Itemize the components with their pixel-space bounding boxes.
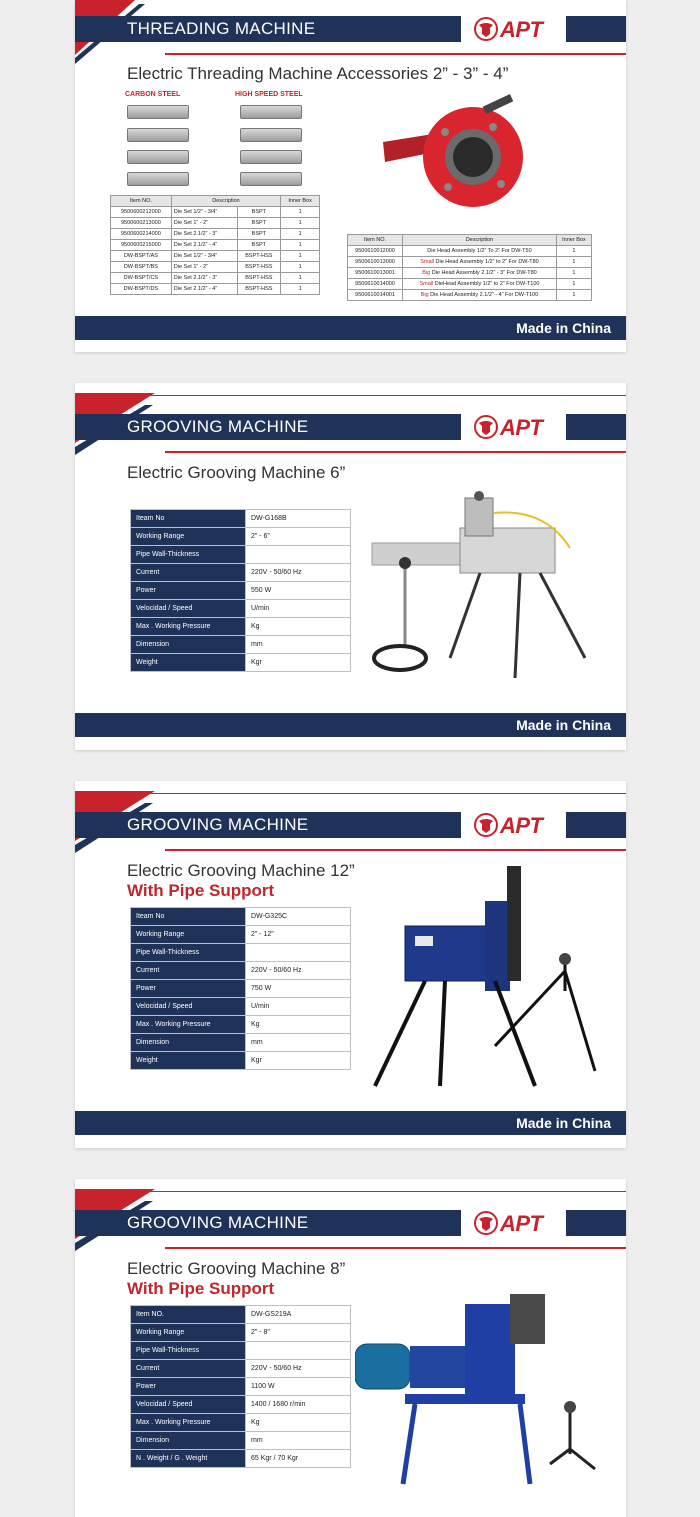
title-stripe bbox=[566, 414, 626, 440]
col-inner-box: Inner Box bbox=[556, 235, 591, 246]
table-row: N . Weight / G . Weight 65 Kgr / 70 Kgr bbox=[131, 1450, 351, 1468]
table-row: 9500600215000 Die Set 2.1/2” - 4” BSPT 1 bbox=[111, 240, 320, 251]
table-row: Iteam No DW-G168B bbox=[131, 510, 351, 528]
table-row: Current 220V - 50/60 Hz bbox=[131, 1360, 351, 1378]
slide-grooving-6 bbox=[75, 383, 626, 750]
col-description: Description bbox=[171, 196, 280, 207]
table-row: DW-BSPT/AS Die Set 1/2” - 3/4” BSPT-HSS 1 bbox=[111, 251, 320, 262]
table-row: 9500610013000 Small Die Head Assembly 1/2” to 2” For DW-T80 1 bbox=[348, 257, 592, 268]
bull-logo-icon bbox=[473, 1210, 499, 1236]
col-inner-box: Inner Box bbox=[281, 196, 320, 207]
table-row: 9500600214000 Die Set 2.1/2” - 3” BSPT 1 bbox=[111, 229, 320, 240]
grooving-machine-6-image bbox=[370, 488, 600, 688]
title-stripe bbox=[566, 812, 626, 838]
made-in-china-footer: Made in China bbox=[75, 316, 626, 340]
table-row: Dimension mm bbox=[131, 1034, 351, 1052]
made-in-china-footer: Made in China bbox=[75, 1111, 626, 1135]
table-row: Item NO. DW-GS219A bbox=[131, 1306, 351, 1324]
table-row: Iteam No DW-G325C bbox=[131, 908, 351, 926]
spec-table bbox=[130, 907, 351, 1070]
divider bbox=[165, 1247, 626, 1249]
grooving-machine-12-image bbox=[370, 861, 605, 1096]
page-subheading: With Pipe Support bbox=[127, 881, 275, 900]
table-row: Power 550 W bbox=[131, 582, 351, 600]
col-description: Description bbox=[403, 235, 557, 246]
table-row: Current 220V - 50/60 Hz bbox=[131, 962, 351, 980]
made-in-china-footer: Made in China bbox=[75, 713, 626, 737]
page-heading: Electric Grooving Machine 12” bbox=[127, 861, 355, 880]
table-row: Dimension mm bbox=[131, 636, 351, 654]
title-stripe bbox=[566, 1210, 626, 1236]
divider bbox=[145, 793, 626, 794]
bull-logo-icon bbox=[473, 414, 499, 440]
apt-logo: APT bbox=[473, 414, 557, 440]
table-row: Current 220V - 50/60 Hz bbox=[131, 564, 351, 582]
table-row: DW-BSPT/DS Die Set 2.1/2” - 4” BSPT-HSS 1 bbox=[111, 284, 320, 295]
spec-table bbox=[130, 1305, 351, 1468]
category-title: THREADING MACHINE bbox=[75, 16, 461, 42]
divider bbox=[145, 395, 626, 396]
divider bbox=[165, 53, 626, 55]
col-item-no: Item NO. bbox=[111, 196, 172, 207]
die-set-table bbox=[110, 195, 320, 295]
slide-threading-accessories bbox=[75, 0, 626, 352]
table-row: Pipe Wall-Thickness bbox=[131, 944, 351, 962]
table-row: Max . Working Pressure Kg bbox=[131, 618, 351, 636]
table-row: Pipe Wall-Thickness bbox=[131, 546, 351, 564]
divider bbox=[145, 1191, 626, 1192]
slide-grooving-8 bbox=[75, 1179, 626, 1517]
table-row: Max . Working Pressure Kg bbox=[131, 1414, 351, 1432]
table-row: Power 1100 W bbox=[131, 1378, 351, 1396]
slide-grooving-12 bbox=[75, 781, 626, 1148]
table-row: Velocidad / Speed U/min bbox=[131, 998, 351, 1016]
col-item-no: Item NO. bbox=[348, 235, 403, 246]
title-stripe bbox=[566, 16, 626, 42]
divider bbox=[165, 451, 626, 453]
table-row: Dimension mm bbox=[131, 1432, 351, 1450]
category-title: GROOVING MACHINE bbox=[75, 1210, 461, 1236]
page-heading: Electric Threading Machine Accessories 2” - 3” - 4” bbox=[127, 64, 509, 83]
table-row: Working Range 2” - 6” bbox=[131, 528, 351, 546]
table-row: 9500600213000 Die Set 1” - 2” BSPT 1 bbox=[111, 218, 320, 229]
table-row: Velocidad / Speed 1400 / 1680 r/min bbox=[131, 1396, 351, 1414]
grooving-machine-8-image bbox=[355, 1284, 625, 1494]
bull-logo-icon bbox=[473, 16, 499, 42]
table-row: DW-BSPT/BS Die Set 1” - 2” BSPT-HSS 1 bbox=[111, 262, 320, 273]
table-row: Weight Kgr bbox=[131, 654, 351, 672]
apt-logo: APT bbox=[473, 812, 557, 838]
page-heading: Electric Grooving Machine 6” bbox=[127, 463, 346, 482]
table-row: Pipe Wall-Thickness bbox=[131, 1342, 351, 1360]
page-subheading: With Pipe Support bbox=[127, 1279, 275, 1298]
spec-table bbox=[130, 509, 351, 672]
hss-label: HIGH SPEED STEEL bbox=[235, 91, 303, 98]
table-row: Velocidad / Speed U/min bbox=[131, 600, 351, 618]
table-row: DW-BSPT/CS Die Set 2.1/2” - 3” BSPT-HSS 1 bbox=[111, 273, 320, 284]
die-head-table bbox=[347, 234, 592, 301]
table-row: Max . Working Pressure Kg bbox=[131, 1016, 351, 1034]
table-row: Working Range 2” - 12” bbox=[131, 926, 351, 944]
table-row: 9500610014000 Small DieHead Assembly 1/2” to 2” For DW-T100 1 bbox=[348, 279, 592, 290]
category-title: GROOVING MACHINE bbox=[75, 812, 461, 838]
table-row: 9500610013001 Big Die Head Assembly 2.1/2” - 3” For DW-T80 1 bbox=[348, 268, 592, 279]
divider bbox=[165, 849, 626, 851]
carbon-steel-label: CARBON STEEL bbox=[125, 91, 181, 98]
apt-logo: APT bbox=[473, 1210, 557, 1236]
table-row: Power 750 W bbox=[131, 980, 351, 998]
page-heading: Electric Grooving Machine 8” bbox=[127, 1259, 346, 1278]
bull-logo-icon bbox=[473, 812, 499, 838]
table-row: Weight Kgr bbox=[131, 1052, 351, 1070]
table-row: Working Range 2” - 8” bbox=[131, 1324, 351, 1342]
apt-logo: APT bbox=[473, 16, 557, 42]
die-head-image bbox=[373, 92, 543, 222]
table-row: 9500610012000 Die Head Assembly 1/2” To 2” For DW-T50 1 bbox=[348, 246, 592, 257]
category-title: GROOVING MACHINE bbox=[75, 414, 461, 440]
table-row: 9500600212000 Die Set 1/2” - 3/4” BSPT 1 bbox=[111, 207, 320, 218]
table-row: 9500610014001 Big Die Head Assembly 2.1/2” - 4” For DW-T100 1 bbox=[348, 290, 592, 301]
